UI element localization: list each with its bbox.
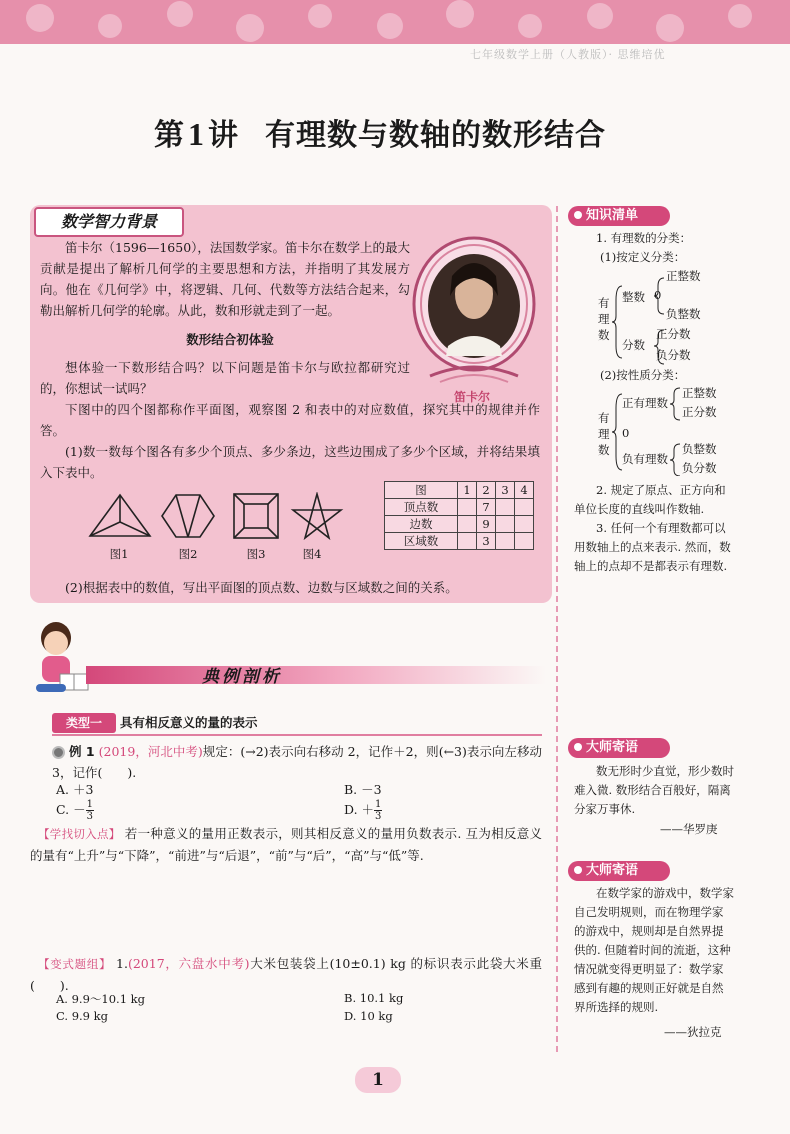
- table-cell: 4: [515, 482, 534, 499]
- quote-1-author: ——华罗庚: [660, 822, 718, 836]
- example-1: [52, 741, 542, 783]
- fraction-numerator: 1: [375, 799, 382, 810]
- quote-2-author: ——狄拉克: [664, 1025, 722, 1039]
- title-number: 1: [188, 116, 205, 152]
- title-text: 有理数与数轴的数形结合: [265, 118, 606, 153]
- table-row: [385, 533, 534, 550]
- option-c-fraction: [86, 799, 94, 822]
- table-cell: [515, 499, 534, 516]
- knowledge-line-2: (1)按定义分类：: [600, 250, 686, 264]
- option-c-prefix: C. －: [56, 802, 86, 817]
- background-box-label: 数学智力背景: [34, 207, 184, 237]
- tree2-positive: 正有理数: [622, 396, 668, 410]
- table-cell: [515, 533, 534, 550]
- knowledge-point-2: 2. 规定了原点、正方向和单位长度的直线叫作数轴.: [574, 483, 726, 516]
- table-cell: [496, 499, 515, 516]
- page-number: 1: [355, 1067, 401, 1093]
- hint-text: 若一种意义的量用正数表示，则其相反意义的量用负数表示. 互为相反意义的量有“上升”与“下降”，“前进”与“后退”，“前”与“后”，“高”与“低”等.: [30, 826, 542, 863]
- tree2-negative: 负有理数: [622, 452, 668, 466]
- tree2-negative-integer: 负整数: [682, 442, 717, 456]
- table-cell: [458, 516, 477, 533]
- quote-1-text: 数无形时少直觉，形少数时难入微. 数形结合百般好，隔离分家万事休.: [574, 764, 734, 816]
- variant-number: 1.: [116, 956, 128, 971]
- circle-icon: [574, 211, 582, 219]
- tree2-root: 有理数: [598, 411, 610, 457]
- variant-source: (2017，六盘水中考): [127, 956, 250, 971]
- circle-icon: [574, 743, 582, 751]
- background-para-3: 下图中的四个图都称作平面图，观察图 2 和表中的对应数值，探究其中的规律并作答。: [40, 402, 540, 438]
- tree-root: 有理数: [598, 296, 610, 342]
- header-subtitle: 七年级数学上册（人教版）· 思维培优: [470, 48, 666, 61]
- background-para-5: (2)根据表中的数值，写出平面图的顶点数、边数与区域数之间的关系。: [65, 580, 458, 595]
- figure-2-hexagon: [154, 492, 222, 540]
- background-para-1: 笛卡尔（1596—1650），法国数学家。笛卡尔在数学上的最大贡献是提出了解析几何学的主要思想和方法，并指明了其发展方向。他在《几何学》中，将逻辑、几何、代数等方法结合起来，勾勒出解析几何学的轮廓。从此，数和形就走到了一起。: [40, 240, 410, 318]
- figure-3-caption: 图3: [246, 547, 266, 561]
- tree-integer: 整数: [622, 290, 645, 304]
- table-row: [385, 516, 534, 533]
- sidebar-divider: [556, 206, 558, 1052]
- hint-paragraph: [30, 823, 542, 866]
- figure-1-triangle: [86, 492, 154, 540]
- tree-negative-integer: 负整数: [666, 307, 701, 321]
- figure-1-caption: 图1: [109, 547, 129, 561]
- table-cell: [496, 533, 515, 550]
- background-para-4: (1)数一数每个图各有多少个顶点、多少条边，这些边围成了多少个区域，并将结果填入下表中。: [40, 444, 540, 480]
- table-header-row: [385, 482, 534, 499]
- option-d-fraction: [374, 799, 382, 822]
- table-cell: 9: [477, 516, 496, 533]
- descartes-portrait: [410, 236, 538, 386]
- table-cell: 7: [477, 499, 496, 516]
- table-cell: 3: [477, 533, 496, 550]
- table-cell: [458, 533, 477, 550]
- table-cell: 边数: [385, 516, 458, 533]
- table-cell: [458, 499, 477, 516]
- table-cell: 区域数: [385, 533, 458, 550]
- type-title: 具有相反意义的量的表示: [120, 715, 258, 730]
- variant-option-c: C. 9.9 kg: [56, 1009, 108, 1023]
- figure-2-caption: 图2: [178, 547, 198, 561]
- table-cell: 2: [477, 482, 496, 499]
- table-cell: 图: [385, 482, 458, 499]
- variant-label: 【变式题组】: [38, 957, 112, 971]
- circle-icon: [574, 866, 582, 874]
- student-reading-illustration: [22, 618, 92, 698]
- quote-2-text: 在数学家的游戏中，数学家自己发明规则，而在物理学家的游戏中，规则却是自然界提供的. 但随着时间的流逝，这种情况就变得更明显了：数学家感到有趣的规则正好就是自然界所选择的规则.: [574, 886, 734, 1014]
- tree2-positive-fraction: 正分数: [682, 405, 717, 419]
- variant-option-b: B. 10.1 kg: [344, 991, 404, 1005]
- type-divider: [52, 734, 542, 736]
- figure-3-squares: [222, 492, 290, 540]
- example-label: 例 1: [69, 744, 95, 759]
- table-cell: 1: [458, 482, 477, 499]
- quote-2-tag: [568, 861, 670, 881]
- counts-table: [384, 481, 534, 550]
- type-tag: 类型一: [52, 713, 116, 733]
- table-cell: 3: [496, 482, 515, 499]
- fraction-denominator: 3: [375, 811, 382, 822]
- knowledge-line-3: (2)按性质分类：: [600, 368, 686, 382]
- table-cell: [515, 516, 534, 533]
- tree-negative-fraction: 负分数: [656, 348, 691, 362]
- tree-zero: 0: [654, 288, 662, 302]
- quote-2-tag-label: 大师寄语: [586, 863, 639, 878]
- option-a: A. ＋3: [56, 782, 94, 797]
- option-b: B. －3: [344, 782, 382, 797]
- fraction-numerator: 1: [86, 799, 93, 810]
- knowledge-line-1: 1. 有理数的分类：: [596, 231, 692, 245]
- portrait-caption: 笛卡尔: [454, 390, 491, 404]
- quote-1-tag-label: 大师寄语: [586, 740, 639, 755]
- table-cell: [496, 516, 515, 533]
- tree2-negative-fraction: 负分数: [682, 461, 717, 475]
- example-source: (2019，河北中考): [98, 744, 203, 759]
- tree2-positive-integer: 正整数: [682, 386, 717, 400]
- example-stem: 规定：(→2)表示向右移动 2，记作＋2，则(←3)表示向左移动 3，记作( ).: [52, 744, 542, 780]
- figure-4-caption: 图4: [302, 547, 322, 561]
- bullet-dot-icon: [52, 746, 65, 759]
- title-prefix: 第: [154, 118, 185, 153]
- knowledge-point-3: 3. 任何一个有理数都可以用数轴上的点来表示. 然而，数轴上的点却不是都表示有理数.: [574, 521, 731, 573]
- knowledge-tag: [568, 206, 670, 226]
- table-row: [385, 499, 534, 516]
- background-subhead: 数形结合初体验: [186, 332, 274, 347]
- page-title: [0, 110, 760, 154]
- option-c: [56, 799, 94, 822]
- tree-fraction: 分数: [622, 338, 645, 352]
- background-para-2: 想体验一下数形结合吗？以下问题是笛卡尔与欧拉都研究过的，你想试一试吗？: [40, 360, 410, 396]
- figure-4-star: [283, 492, 351, 540]
- quote-1-tag: [568, 738, 670, 758]
- header-decoration: [0, 0, 790, 44]
- knowledge-tag-label: 知识清单: [586, 208, 639, 223]
- title-suffix: 讲: [208, 118, 239, 153]
- hint-label: 【学找切入点】: [38, 827, 121, 841]
- option-d: [344, 799, 382, 822]
- variant-option-a: A. 9.9～10.1 kg: [56, 992, 145, 1006]
- variant-option-d: D. 10 kg: [344, 1009, 393, 1023]
- fraction-denominator: 3: [86, 811, 93, 822]
- section-title: 典例剖析: [202, 667, 282, 687]
- tree2-zero: 0: [622, 426, 630, 440]
- variant-paragraph: [30, 953, 542, 996]
- option-d-prefix: D. ＋: [344, 802, 375, 817]
- variant-stem: 大米包装袋上(10±0.1) kg 的标识表示此袋大米重( ).: [30, 956, 542, 993]
- tree-positive-fraction: 正分数: [656, 327, 691, 341]
- tree-positive-integer: 正整数: [666, 269, 701, 283]
- table-cell: 顶点数: [385, 499, 458, 516]
